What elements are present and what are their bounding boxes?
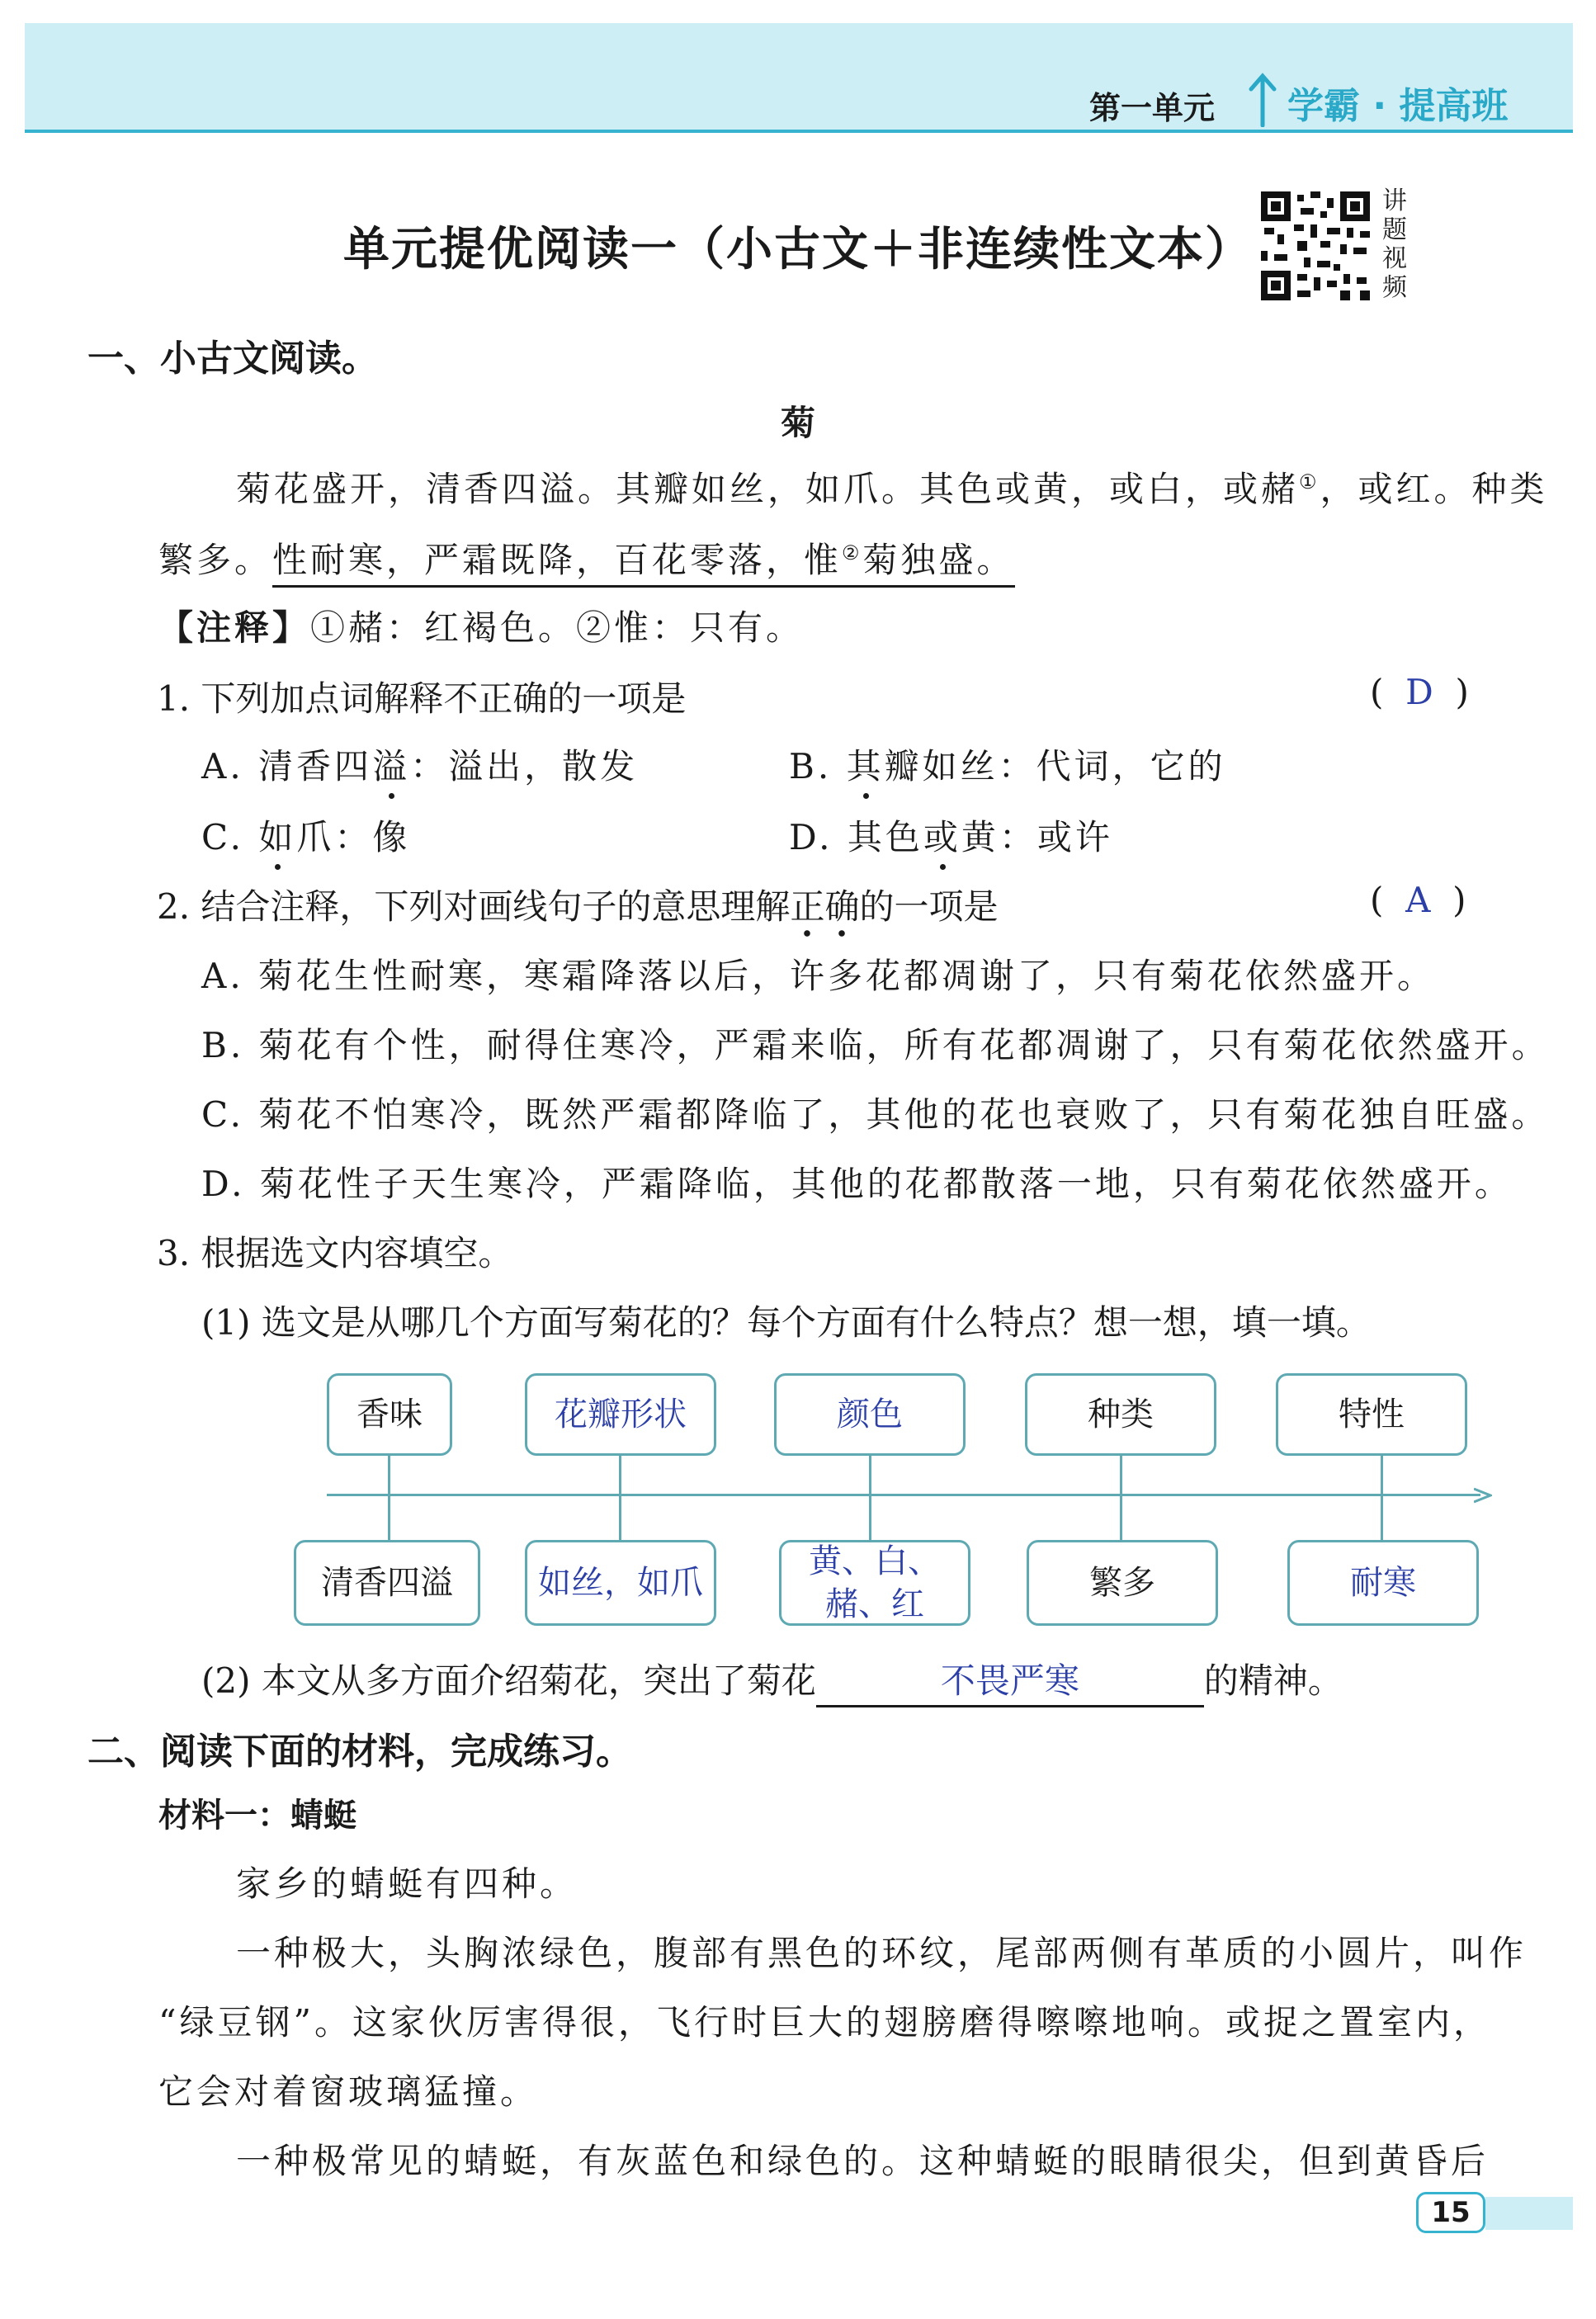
material-line: 一种极常见的蜻蜓，有灰蓝色和绿色的。这种蜻蜓的眼睛很尖，但到黄昏后 [236,2141,1490,2181]
passage-line-1 [236,462,1548,512]
option-text: 爪：像 [296,817,411,857]
feature-box-answer: 黄、白、赭、红 [779,1540,970,1626]
dotted-word: 或 [923,810,961,860]
q2-option-a: A. 菊花生性耐寒，寒霜降落以后，许多花都凋谢了，只有菊花依然盛开。 [201,956,1436,996]
qr-caption-char: 题 [1382,215,1407,244]
q2-answer: A [1405,880,1431,920]
material-line: “绿豆钢”。这家伙厉害得很，飞行时巨大的翅膀磨得嚓嚓地响。或捉之置室内， [158,2002,1491,2043]
connector-line [869,1456,871,1542]
passage-text: 菊独盛。 [862,540,1015,580]
passage-text: 菊花盛开，清香四溢。其瓣如丝，如爪。其色或黄，或白，或赭 [236,469,1300,509]
feature-box-answer: 耐寒 [1287,1540,1479,1626]
option-text: 瓣如丝：代词，它的 [884,746,1226,786]
connector-line [388,1456,390,1542]
q2-answer-bracket: ( A ) [1370,880,1466,920]
connector-line [1120,1456,1122,1542]
material-title: 材料一：蜻蜓 [158,1797,357,1835]
fill-blank-answer: 不畏严寒 [816,1654,1204,1707]
poem-title: 菊 [780,403,815,443]
q1-answer-bracket: ( D ) [1370,672,1469,712]
unit-label: 第一单元 [1089,90,1216,126]
dotted-word: 溢 [372,739,410,789]
footnote-marker: ① [1299,470,1320,494]
qr-caption-char: 视 [1382,244,1407,273]
question-text: 2. 结合注释，下列对画线句子的意思理解 [157,886,791,927]
q1-option-b [789,739,1226,789]
q2-option-c: C. 菊花不怕寒冷，既然严霜都降临了，其他的花也衰败了，只有菊花独自旺盛。 [201,1094,1550,1135]
qr-caption [1378,187,1411,302]
option-text: D. 其色 [789,817,923,857]
underlined-sentence [272,540,1015,588]
dotted-word: 正确 [790,886,859,938]
question-text: (2) 本文从多方面介绍菊花，突出了菊花 [201,1660,816,1701]
section2-heading: 二、阅读下面的材料，完成练习。 [87,1731,632,1773]
qr-code-icon[interactable] [1261,191,1370,300]
q2-stem [157,880,998,929]
feature-box-answer: 如丝，如爪 [525,1540,716,1626]
annotation-line [158,601,804,650]
page-number: 15 [1416,2192,1485,2233]
connector-line [1381,1456,1383,1542]
q3-sub2 [201,1654,1343,1707]
option-text: 黄：或许 [961,817,1113,857]
option-text: B. [789,746,847,786]
material-paragraph: 家乡的蜻蜓有四种。 [236,1863,578,1904]
qr-caption-char: 讲 [1382,187,1407,215]
connector-line [619,1456,621,1542]
passage-line-2 [158,533,1015,583]
annotation-label: 【注释】 [158,607,311,648]
timeline-axis [327,1494,1480,1496]
option-text: A. 清香四 [201,746,373,786]
axis-arrow-icon [1474,1486,1492,1508]
aspect-box-answer: 颜色 [774,1373,966,1456]
feature-box: 清香四溢 [294,1540,480,1626]
page-title: 单元提优阅读一（小古文＋非连续性文本） [343,223,1253,276]
q1-stem: 1. 下列加点词解释不正确的一项是 [157,678,687,719]
q1-option-d [789,810,1113,860]
footnote-marker: ② [842,541,863,564]
page-number-tab [1485,2197,1573,2230]
q2-option-d: D. 菊花性子天生寒冷，严霜降临，其他的花都散落一地，只有菊花依然盛开。 [201,1164,1513,1204]
question-text: 的一项是 [859,886,999,927]
q1-option-c [201,810,410,860]
header-divider [25,130,1573,133]
material-line: 它会对着窗玻璃猛撞。 [158,2071,539,2112]
dotted-word: 其 [847,739,885,789]
aspect-box: 香味 [327,1373,452,1456]
aspect-box: 特性 [1276,1373,1467,1456]
brand-arrow-icon [1246,69,1279,130]
question-text: 的精神。 [1203,1660,1343,1701]
option-text: C. [201,817,259,857]
q1-option-a [201,739,638,789]
option-text: ：溢出，散发 [410,746,639,786]
passage-text: 性耐寒，严霜既降，百花零落，惟 [272,540,843,580]
q3-stem: 3. 根据选文内容填空。 [157,1233,513,1273]
qr-caption-char: 频 [1382,273,1407,302]
q2-option-b: B. 菊花有个性，耐得住寒冷，严霜来临，所有花都凋谢了，只有菊花依然盛开。 [201,1025,1550,1065]
passage-text: ，或红。种类 [1320,469,1548,509]
annotation-text: ①赭：红褐色。②惟：只有。 [310,607,805,648]
brand-logo-text: 学霸 · 提高班 [1287,85,1509,127]
q1-answer: D [1405,672,1433,712]
aspect-box: 种类 [1025,1373,1216,1456]
feature-box: 繁多 [1027,1540,1218,1626]
section1-heading: 一、小古文阅读。 [87,338,378,380]
material-line: 一种极大，头胸浓绿色，腹部有黑色的环纹，尾部两侧有革质的小圆片，叫作 [236,1933,1528,1973]
dotted-word: 如 [258,810,296,860]
aspect-box-answer: 花瓣形状 [525,1373,716,1456]
q3-sub1: (1) 选文是从哪几个方面写菊花的？每个方面有什么特点？想一想，填一填。 [201,1302,1371,1343]
passage-text: 繁多。 [158,540,273,580]
